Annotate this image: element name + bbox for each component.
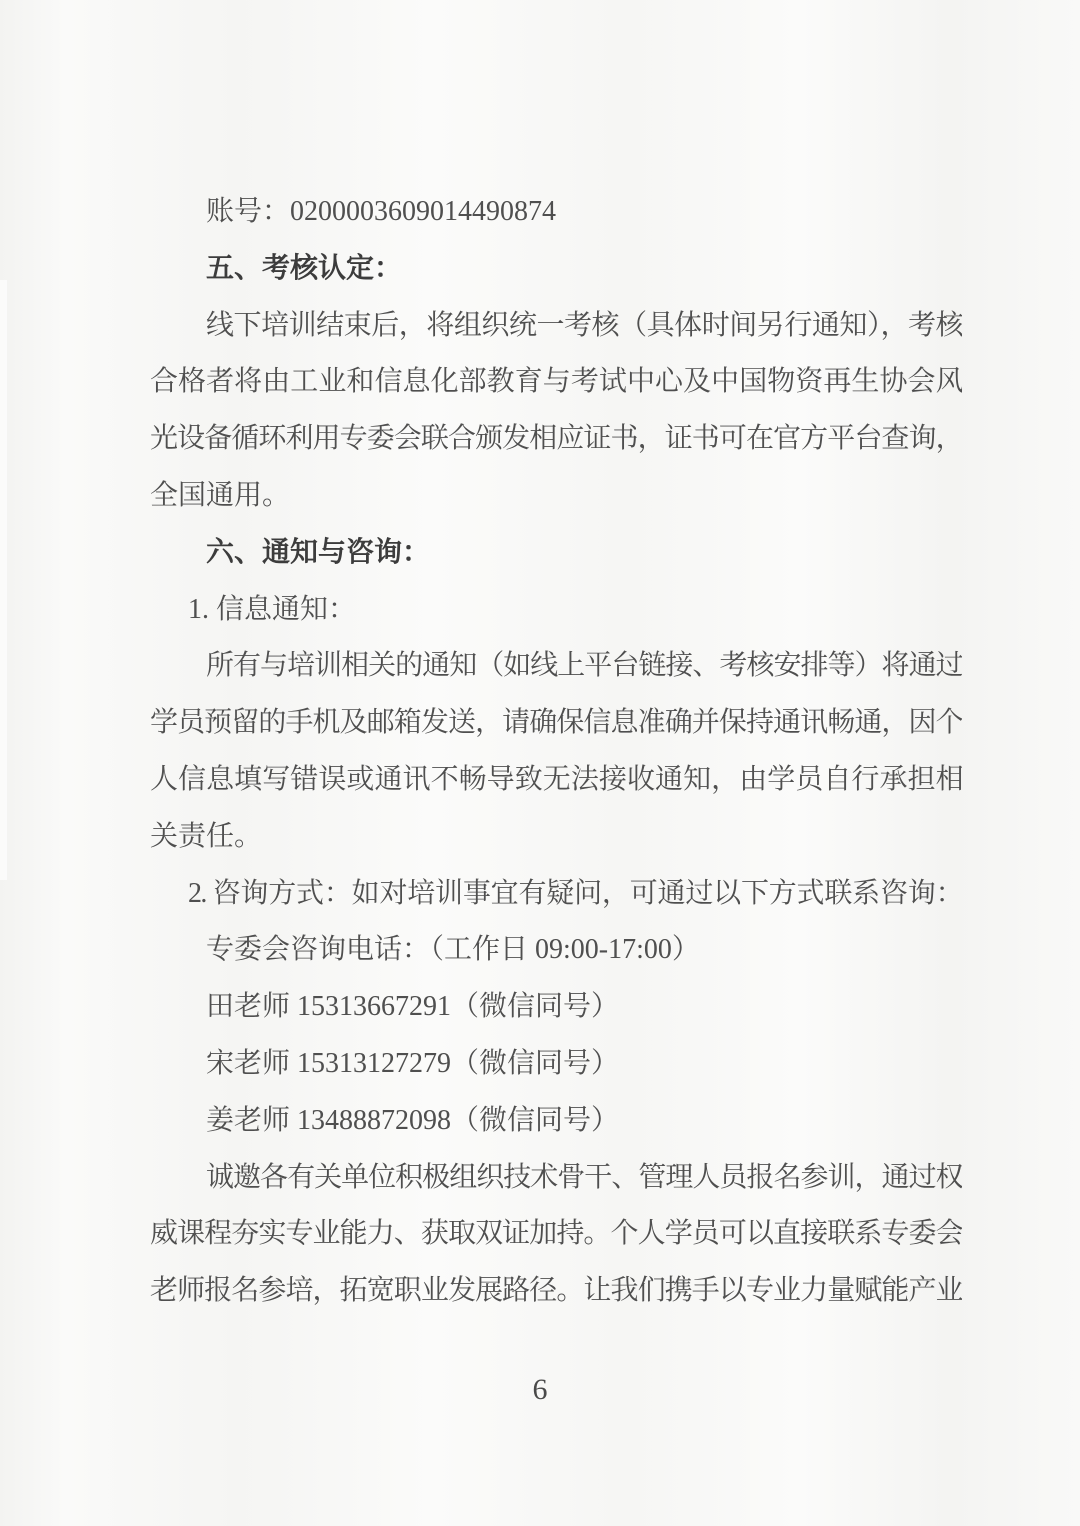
item-1-paragraph-line: 人信息填写错误或通讯不畅导致无法接收通知，由学员自行承担相 (150, 763, 962, 795)
section-5-heading: 五、考核认定： (206, 252, 403, 284)
account-number-line: 账号：0200003609014490874 (206, 196, 557, 227)
item-1-paragraph-line: 所有与培训相关的通知（如线上平台链接、考核安排等）将通过 (206, 650, 962, 682)
item-2-line: 2. 咨询方式：如对培训事宜有疑问，可通过以下方式联系咨询： (188, 877, 962, 909)
document-body (150, 184, 962, 1320)
item-1-paragraph-line: 学员预留的手机及邮箱发送，请确保信息准确并保持通讯畅通，因个 (150, 707, 962, 739)
page-number: 6 (532, 1373, 548, 1406)
section-6-heading: 六、通知与咨询： (206, 536, 431, 568)
closing-paragraph-line: 诚邀各有关单位积极组织技术骨干、管理人员报名参训，通过权 (206, 1161, 962, 1193)
contact-line-song: 宋老师 15313127279（微信同号） (206, 1047, 620, 1079)
section-5-paragraph-line: 光设备循环利用专委会联合颁发相应证书，证书可在官方平台查询， (150, 423, 962, 455)
closing-paragraph-line: 老师报名参培，拓宽职业发展路径。让我们携手以专业力量赋能产业 (150, 1275, 962, 1307)
item-1-heading: 1. 信息通知： (188, 593, 357, 625)
scan-edge-artifact (0, 280, 7, 880)
contact-line-tian: 田老师 15313667291（微信同号） (206, 991, 620, 1023)
closing-paragraph-line: 威课程夯实专业能力、获取双证加持。个人学员可以直接联系专委会 (150, 1218, 962, 1250)
section-5-paragraph-line: 全国通用。 (150, 479, 291, 511)
phone-hours-line: 专委会咨询电话：（工作日 09:00-17:00） (206, 934, 700, 966)
contact-line-jiang: 姜老师 13488872098（微信同号） (206, 1104, 620, 1136)
section-5-paragraph-line: 合格者将由工业和信息化部教育与考试中心及中国物资再生协会风 (150, 366, 962, 398)
section-5-paragraph-line: 线下培训结束后，将组织统一考核（具体时间另行通知），考核 (206, 309, 962, 341)
item-1-paragraph-line: 关责任。 (150, 820, 263, 852)
